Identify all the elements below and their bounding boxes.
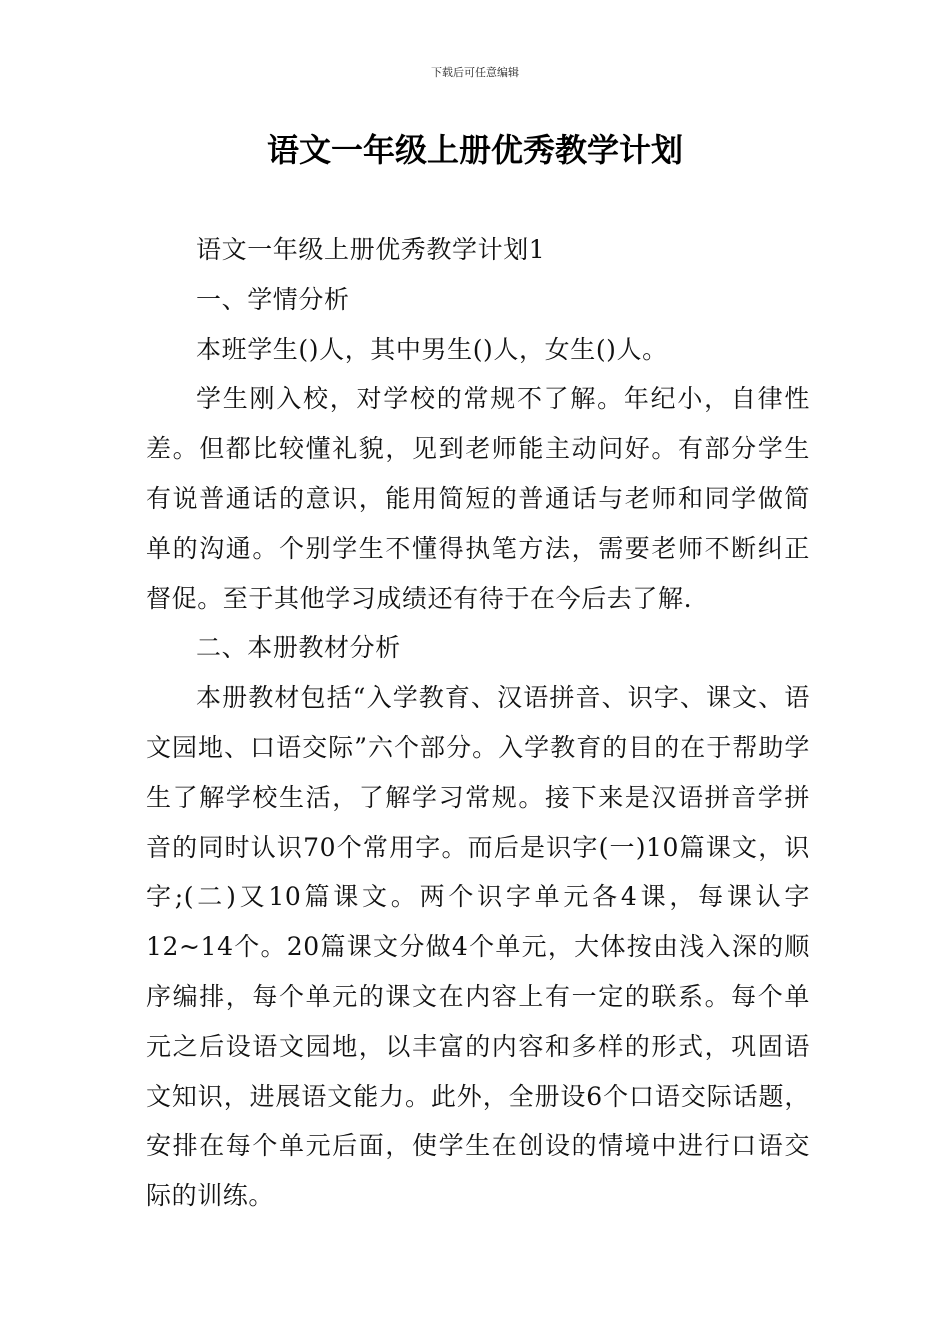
paragraph-student-situation: 学生刚入校，对学校的常规不了解。年纪小，自律性差。但都比较懂礼貌，见到老师能主动问好。有部分学生有说普通话的意识，能用简短的普通话与老师和同学做简单的沟通。个别学生不懂得执笔方法，需要老师不断纠正督促。至于其他学习成绩还有待于在今后去了解. <box>146 384 810 613</box>
section-subtitle: 语文一年级上册优秀教学计划1 <box>196 235 546 264</box>
document-title: 语文一年级上册优秀教学计划 <box>266 131 683 169</box>
header-note: 下载后可任意编辑 <box>431 66 519 79</box>
paragraph-textbook-content: 本册教材包括“入学教育、汉语拼音、识字、课文、语文园地、口语交际”六个部分。入学教育的目的在于帮助学生了解学校生活，了解学习常规。接下来是汉语拼音学拼音的同时认识70个常用字。而后是识字(一)10篇课文，识字;(二)又10篇课文。两个识字单元各4课，每课认字12~14个。20篇课文分做4个单元，大体按由浅入深的顺序编排，每个单元的课文在内容上有一定的联系。每个单元之后设语文园地，以丰富的内容和多样的形式，巩固语文知识，进展语文能力。此外，全册设6个口语交际话题，安排在每个单元后面，使学生在创设的情境中进行口语交际的训练。 <box>146 683 810 1211</box>
paragraph-class-size: 本班学生()人，其中男生()人，女生()人。 <box>196 334 668 364</box>
document-body <box>146 225 810 1221</box>
section-heading-student-analysis: 一、学情分析 <box>196 284 350 314</box>
section-heading-textbook-analysis: 二、本册教材分析 <box>196 633 401 663</box>
